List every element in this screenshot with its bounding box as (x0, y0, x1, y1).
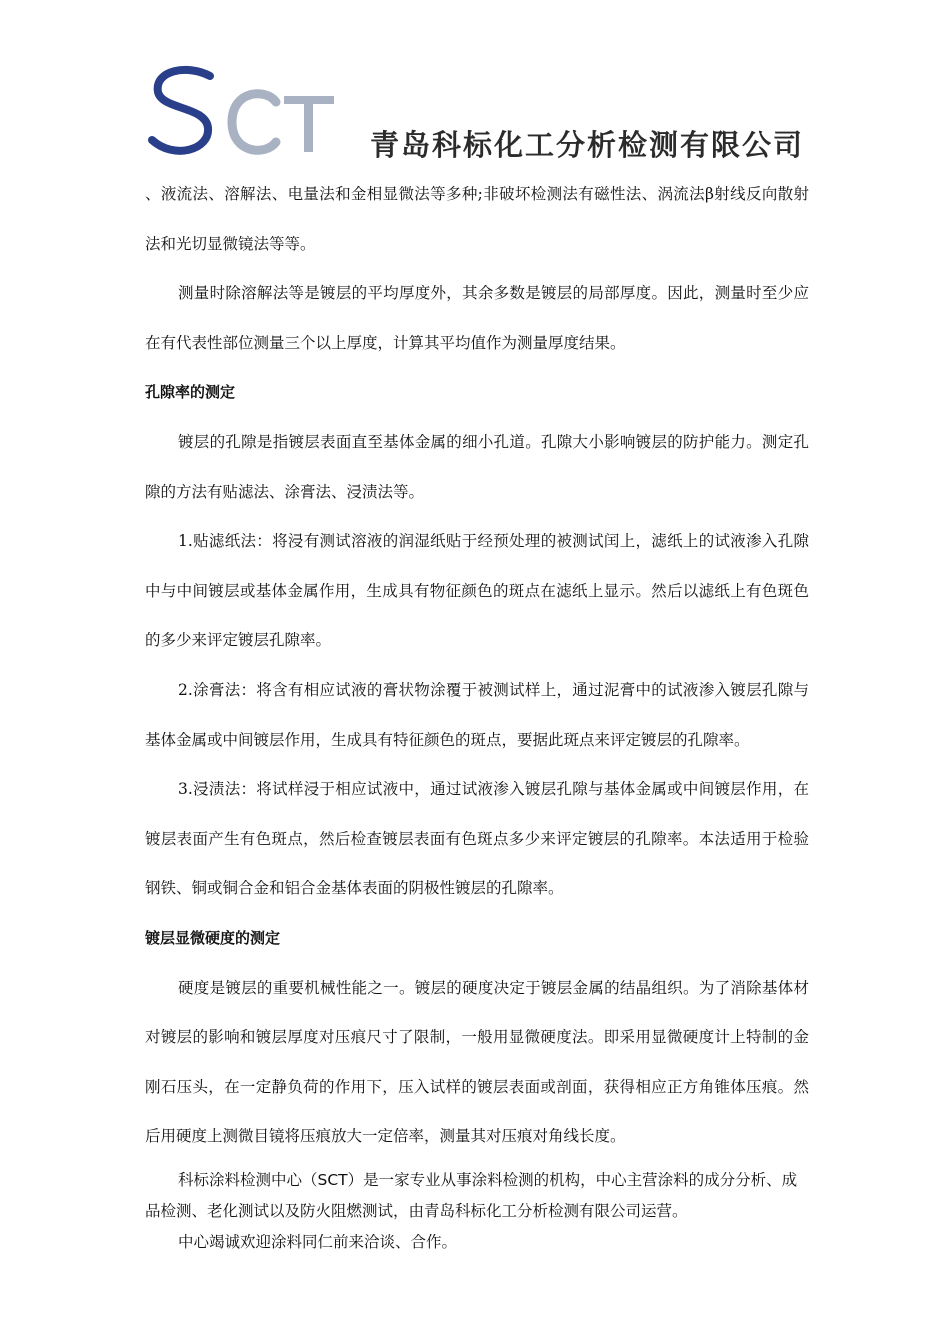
sct-logo-icon (148, 62, 348, 162)
footer-promo (145, 1165, 809, 1258)
footer-about: 科标涂料检测中心（SCT）是一家专业从事涂料检测的机构，中心主营涂料的成分分析、成品检测、老化测试以及防火阻燃测试，由青岛科标化工分析检测有限公司运营。 (145, 1171, 798, 1220)
paragraph-microhardness: 硬度是镀层的重要机械性能之一。镀层的硬度决定于镀层金属的结晶组织。为了消除基体材对镀层的影响和镀层厚度对压痕尺寸了限制，一般用显微硬度法。即采用显微硬度计上特制的金刚石压头，在一定静负荷的作用下，压入试样的镀层表面或剖面，获得相应正方角锥体压痕。然后用硬度上测微目镜将压痕放大一定倍率，测量其对压痕对角线长度。 (145, 978, 809, 1146)
paragraph-thickness-methods: 、液流法、溶解法、电量法和金相显微法等多种;非破坏检测法有磁性法、涡流法β射线反向散射法和光切显微镜法等等。 (145, 185, 809, 253)
paragraph-paste-method: 2.涂膏法：将含有相应试液的膏状物涂覆于被测试样上，通过泥膏中的试液渗入镀层孔隙与基体金属或中间镀层作用，生成具有特征颜色的斑点，要据此斑点来评定镀层的孔隙率。 (145, 680, 809, 749)
paragraph-filter-paper-method: 1.贴滤纸法：将浸有测试溶液的润湿纸贴于经预处理的被测试闰上，滤纸上的试液渗入孔隙中与中间镀层或基体金属作用，生成具有物征颜色的斑点在滤纸上显示。然后以滤纸上有色斑色的多少来评定镀层孔隙率。 (145, 532, 809, 650)
paragraph-immersion-method: 3.浸渍法：将试样浸于相应试液中，通过试液渗入镀层孔隙与基体金属或中间镀层作用，在镀层表面产生有色斑点，然后检查镀层表面有色斑点多少来评定镀层的孔隙率。本法适用于检验钢铁、铜或铜合金和铝合金基体表面的阴极性镀层的孔隙率。 (145, 780, 809, 898)
footer-welcome: 中心竭诚欢迎涂料同仁前来洽谈、合作。 (178, 1233, 458, 1251)
company-logo (148, 62, 805, 162)
heading-porosity: 孔隙率的测定 (145, 383, 236, 402)
paragraph-porosity-intro: 镀层的孔隙是指镀层表面直至基体金属的细小孔道。孔隙大小影响镀层的防护能力。测定孔隙的方法有贴滤法、涂膏法、浸渍法等。 (145, 432, 809, 501)
paragraph-thickness-measurement: 测量时除溶解法等是镀层的平均厚度外，其余多数是镀层的局部厚度。因此，测量时至少应在有代表性部位测量三个以上厚度，计算其平均值作为测量厚度结果。 (145, 284, 809, 352)
company-name: 青岛科标化工分析检测有限公司 (370, 128, 805, 162)
main-content (145, 170, 809, 1162)
heading-microhardness: 镀层显微硬度的测定 (145, 928, 281, 947)
